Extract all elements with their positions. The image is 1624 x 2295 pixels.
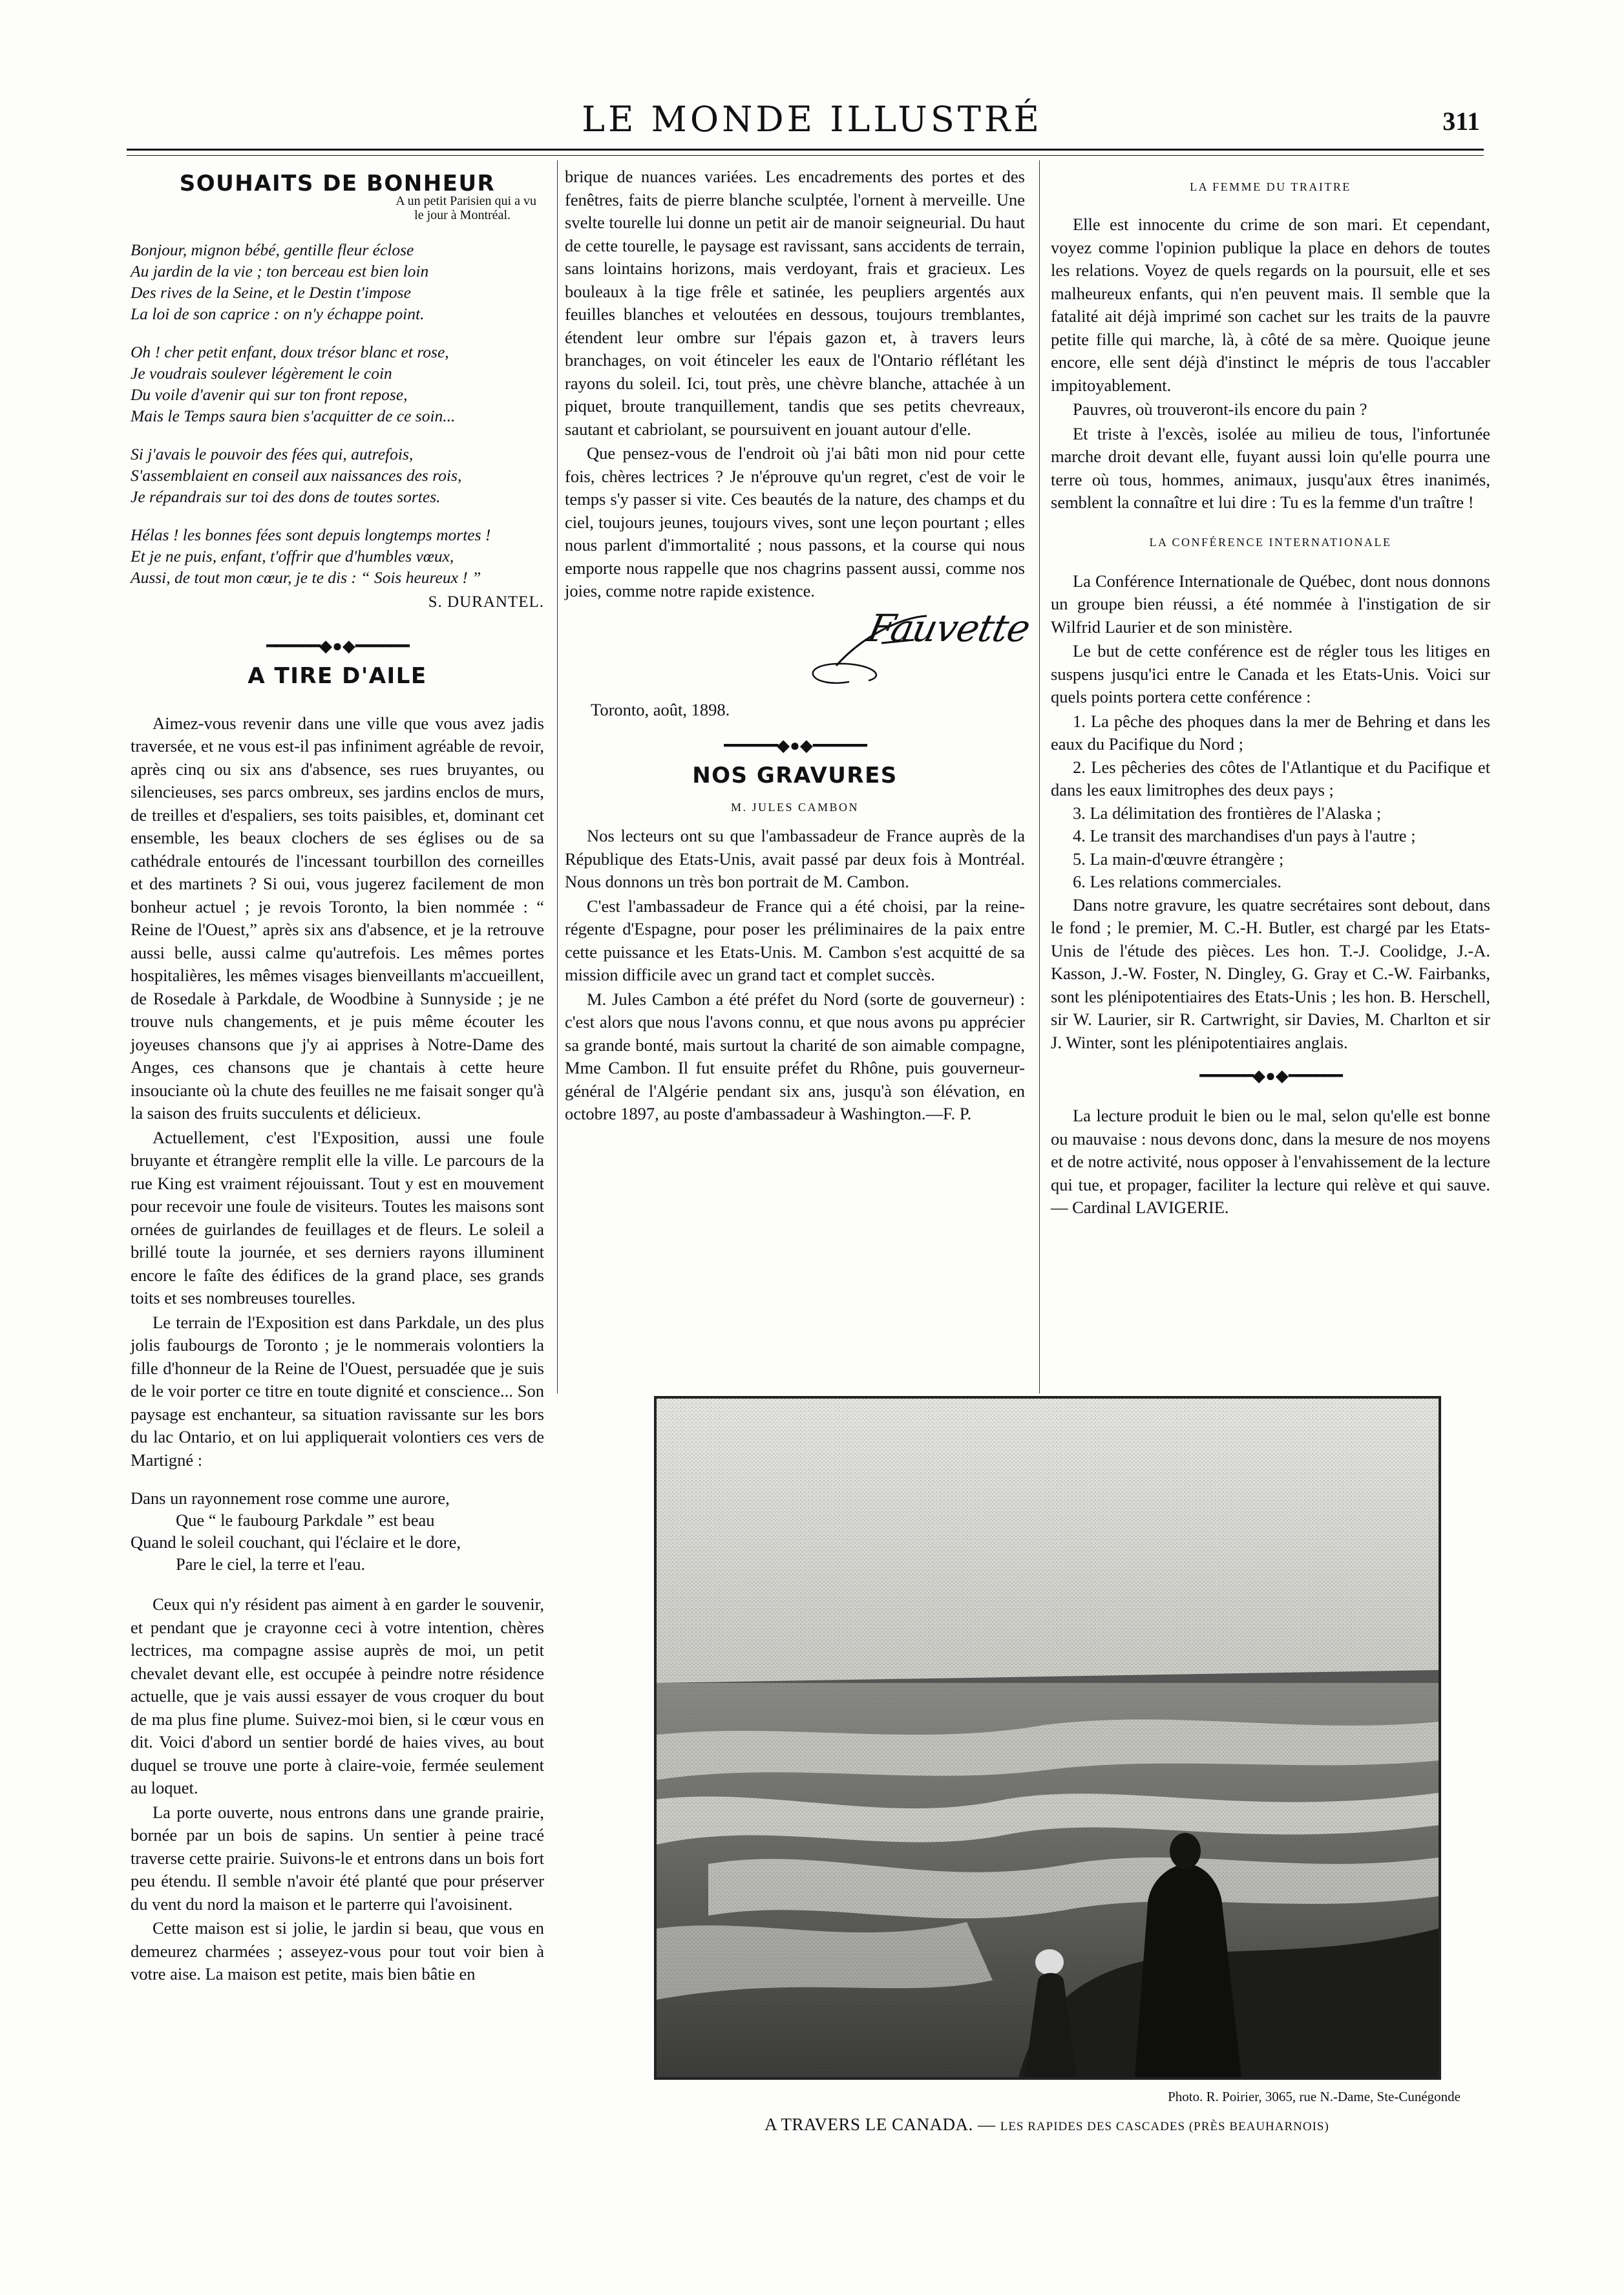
header-rule <box>127 149 1484 151</box>
masthead: LE MONDE ILLUSTRÉ <box>582 99 1042 140</box>
dedication-line: le jour à Montréal. <box>414 208 511 222</box>
list-item: 6. Les relations commerciales. <box>1073 872 1282 891</box>
subhead: LA FEMME DU TRAITRE <box>1190 180 1351 193</box>
poem-line: Du voile d'avenir qui sur ton front repose, <box>131 385 408 404</box>
paragraph: Elle est innocente du crime de son mari. Et cependant, voyez comme l'opinion publique la place en dehors de toutes les relations. Voyez de quels regards on la poursuit, elle et ses malheureux enfants, qui n'en peuvent mais. Il semble que la fatalité ait déjà imprimé son cachet sur les traits de la pauvre petite fille qui marche, là, à côté de sa mère. Quoique jeune encore, elle sent déjà d'instinct le mépris de tous l'accabler impitoyablement. <box>1051 215 1490 395</box>
poem-line: Je voudrais soulever légèrement le coin <box>131 364 392 383</box>
quoted-verse <box>131 1487 544 1575</box>
caption-sub: LES RAPIDES DES CASCADES (PRÈS BEAUHARNOIS) <box>1000 2120 1329 2133</box>
section-title: NOS GRAVURES <box>692 763 898 788</box>
column-3 <box>1051 177 1490 1221</box>
rapids-photograph <box>654 1396 1441 2080</box>
paragraph: La lecture produit le bien ou le mal, selon qu'elle est bonne ou mauvaise : nous devons donc, dans la mesure de nos moyens et de notre activité, nous opposer à l'envahissement de la lecture qui tue, et propager, faciliter la lecture qui relève et qui sauve.— Cardinal LAVIGERIE. <box>1051 1106 1490 1217</box>
photo-credit: Photo. R. Poirier, 3065, rue N.-Dame, Ste-Cunégonde <box>1168 2089 1461 2104</box>
dedication-line: A un petit Parisien qui a vu <box>395 194 536 208</box>
paragraph: Aimez-vous revenir dans une ville que vous avez jadis traversée, et ne vous est-il pas infiniment agréable de revoir, après cinq ou six ans d'absence, ses rues bruyantes, ou silencieuses, ses parcs ombreux, ses jardins enclos de murs, de treilles et d'espaliers, ses toits paisibles, et, dominant cet ensemble, les beaux clochers de ses églises ou de sa cathédrale entourés de l'incessant tourbillon des corneilles et des martinets ? Si oui, vous jugerez facilement de mon bonheur actuel ; je revois Toronto, la bien nommée : “ Reine de l'Ouest,” après six ans d'absence, et je la retrouve aussi belle, aussi calme qu'autrefois. Les mêmes portes hospitalières, les mêmes visages bienveillants m'accueillent, de Rosedale à Parkdale, de Woodbine à Sunnyside ; je ne trouve nuls changements, et je puis même écouter les joyeuses chansons que j'y ai apprises à Notre-Dame des Anges, ces chansons que je chantais à cette heure insouciante où la chute des feuilles ne me faisait songer qu'à la saison des fruits succulents et délicieux. <box>131 713 544 1123</box>
poem-signature: S. DURANTEL. <box>428 593 544 611</box>
poem-line: Hélas ! les bonnes fées sont depuis longtemps mortes ! <box>131 525 491 544</box>
poem-title: SOUHAITS DE BONHEUR <box>179 171 496 196</box>
paragraph: Pauvres, où trouveront-ils encore du pain ? <box>1073 399 1367 419</box>
poem-stanza-3 <box>131 443 544 507</box>
rapids-scene <box>657 1399 1439 2077</box>
verse-line: Pare le ciel, la terre et l'eau. <box>176 1554 366 1574</box>
paragraph: Nos lecteurs ont su que l'ambassadeur de France auprès de la République des Etats-Unis, avait passé par deux fois à Montréal. Nous donnons un très bon portrait de M. Cambon. <box>565 826 1025 891</box>
column-1 <box>131 169 544 1987</box>
ornament-divider: ━━━━━━◆●◆━━━━━━ <box>266 636 408 655</box>
caption-main: A TRAVERS LE CANADA. — <box>765 2115 996 2134</box>
subhead: LA CONFÉRENCE INTERNATIONALE <box>1149 535 1392 549</box>
poem-line: Bonjour, mignon bébé, gentille fleur éclose <box>131 240 414 259</box>
list-item: 4. Le transit des marchandises d'un pays à l'autre ; <box>1073 826 1416 845</box>
signature-script: Fauvette <box>863 606 1034 650</box>
poem-stanza-4 <box>131 524 544 588</box>
poem-line: Mais le Temps saura bien s'acquitter de ce soin... <box>131 407 456 425</box>
paragraph: Actuellement, c'est l'Exposition, aussi une foule bruyante et étrangère remplit elle la ville. Le parcours de la rue King est vraiment réjouissant. Tout y est en mouvement pour recevoir une foule de visiteurs. Toutes les maisons sont ornées de guirlandes de feuillages et de fleurs. Le soleil a brillé toute la journée, et ses derniers rayons illuminent encore le faîte des édifices de la grand place, ses grands toits et ses nombreuses tourelles. <box>131 1127 544 1307</box>
poem-line: Si j'avais le pouvoir des fées qui, autrefois, <box>131 445 414 463</box>
list-item: 1. La pêche des phoques dans la mer de Behring et dans les eaux du Pacifique du Nord ; <box>1051 711 1490 754</box>
column-2 <box>565 165 1034 1127</box>
poem-stanza-1 <box>131 239 544 324</box>
ornament-divider: ━━━━━━◆●◆━━━━━━ <box>724 736 866 755</box>
subhead: M. JULES CAMBON <box>730 801 859 814</box>
poem-stanza-2 <box>131 341 544 427</box>
paragraph: Et triste à l'excès, isolée au milieu de tous, l'infortunée marche droit devant elle, fuyant aussi loin qu'elle pourra une terre où tous, hommes, animaux, jusqu'aux êtres inanimés, semblent la connaître et lui dire : Tu es la femme d'un traître ! <box>1051 423 1490 512</box>
poem-dedication <box>131 194 544 222</box>
author-signature <box>565 604 1034 695</box>
paragraph: Dans notre gravure, les quatre secrétaires sont debout, dans le fond ; le premier, M. C.-H. Butler, est chargé par les Etats-Unis de l'étude des pièces. Les hon. T.-J. Coolidge, J.-A. Kasson, J.-W. Foster, N. Dingley, G. Gray et C.-W. Fairbanks, sont les plénipotentiaires des Etats-Unis ; les hon. B. Herschell, sir W. Laurier, sir R. Cartwright, sir Davies, M. Charlton et sir J. Winter, sont les plénipotentiaires anglais. <box>1051 894 1490 1052</box>
paragraph: La Conférence Internationale de Québec, dont nous donnons un groupe bien réussi, a été nommée à l'instigation de sir Wilfrid Laurier et de son ministère. <box>1051 571 1490 637</box>
paragraph: Le terrain de l'Exposition est dans Parkdale, un des plus jolis faubourgs de Toronto ; je le nommerais volontiers la fille d'honneur de la Reine de l'Ouest, persuadée que je suis de le voir porter ce titre en toute dignité et conscience... Son paysage est enchanteur, sa situation ravissante sur les bors du lac Ontario, et on lui appliquerait volontiers ces vers de Martigné : <box>131 1312 544 1470</box>
paragraph: La porte ouverte, nous entrons dans une grande prairie, bornée par un bois de sapins. Un sentier à peine tracé traverse cette prairie. Suivons-le et entrons dans un bois fort peu étendu. Il semble n'avoir été planté que pour préserver du vent du nord la maison et le parterre qui l'avoisinent. <box>131 1802 544 1914</box>
poem-line: Aussi, de tout mon cœur, je te dis : “ Sois heureux ! ” <box>131 568 481 587</box>
header-rule-thin <box>127 155 1484 156</box>
verse-line: Quand le soleil couchant, qui l'éclaire et le dore, <box>131 1532 461 1552</box>
poem-line: La loi de son caprice : on n'y échappe point. <box>131 304 425 323</box>
poem-line: Des rives de la Seine, et le Destin t'impose <box>131 283 411 302</box>
paragraph: C'est l'ambassadeur de France qui a été choisi, par la reine-régente d'Espagne, pour poser les préliminaires de la paix entre cette puissance et les Etats-Unis. M. Cambon s'est acquitté de sa mission difficile avec un grand tact et complet succès. <box>565 896 1025 984</box>
column-divider-right <box>1039 160 1040 1393</box>
list-item: 2. Les pêcheries des côtes de l'Atlantique et du Pacifique et dans les eaux limitrophes des deux pays ; <box>1051 757 1490 799</box>
verse-line: Dans un rayonnement rose comme une aurore, <box>131 1488 450 1508</box>
poem-line: Et je ne puis, enfant, t'offrir que d'humbles vœux, <box>131 547 454 566</box>
list-item: 3. La délimitation des frontières de l'Alaska ; <box>1073 803 1382 823</box>
dateline: Toronto, août, 1898. <box>591 699 730 719</box>
page-number: 311 <box>1442 107 1480 136</box>
paragraph: M. Jules Cambon a été préfet du Nord (sorte de gouverneur) : c'est alors que nous l'avons connu, et que nous avons pu apprécier sa grande bonté, mais surtout la charité de son aimable compagne, Mme Cambon. Il fut ensuite préfet du Rhône, puis gouverneur-général de l'Algérie pendant six ans, jusqu'à son élévation, en octobre 1897, au poste d'ambassadeur à Washington.—F. P. <box>565 989 1025 1123</box>
poem-line: Au jardin de la vie ; ton berceau est bien loin <box>131 262 429 280</box>
verse-line: Que “ le faubourg Parkdale ” est beau <box>176 1510 435 1530</box>
photo-caption <box>646 2115 1448 2135</box>
article-title: A TIRE D'AILE <box>248 662 427 689</box>
paragraph: Cette maison est si jolie, le jardin si beau, que vous en demeurez charmées ; asseyez-vous pour tout voir bien à votre aise. La maison est petite, mais bien bâtie en <box>131 1918 544 1983</box>
list-item: 5. La main-d'œuvre étrangère ; <box>1073 849 1284 869</box>
paragraph: Ceux qui n'y résident pas aiment à en garder le souvenir, et pendant que je crayonne ceci à votre intention, chères lectrices, ma compagne assise auprès de moi, un petit chevalet devant elle, est occupée à peindre notre résidence actuelle, que je vais aussi essayer de vous croquer du bout de ma plus fine plume. Suivez-moi bien, si le cœur vous en dit. Voici d'abord un sentier bordé de haies vives, au bout duquel se trouve une porte à claire-voie, fermée seulement au loquet. <box>131 1594 544 1797</box>
ornament-divider: ━━━━━━◆●◆━━━━━━ <box>1199 1066 1342 1085</box>
paragraph: Que pensez-vous de l'endroit où j'ai bâti mon nid pour cette fois, chères lectrices ? Je n'éprouve qu'un regret, c'est de voir le temps s'y passer si vite. Ces beautés de la nature, des champs et du ciel, toujours jeunes, toujours vives, sont une leçon pourtant ; elles nous parlent d'immortalité ; nous passons, et la course qui nous emporte nous rappelle que nos chagrins passent aussi, comme nos joies, comme notre rapide existence. <box>565 443 1025 600</box>
poem-line: Je répandrais sur toi des dons de toutes sortes. <box>131 487 441 506</box>
column-divider-left <box>557 160 558 1393</box>
paragraph: brique de nuances variées. Les encadrements des portes et des fenêtres, faits de pierre blanche sculptée, l'ornent à merveille. Une svelte tourelle lui donne un petit air de manoir seigneurial. Du haut de cette tourelle, le paysage est ravissant, sans accidents de terrain, sans lointains horizons, mais verdoyant, frais et gracieux. Les bouleaux à la tige frêle et satinée, les peupliers argentés aux feuilles blanches et veloutées en dessous, toujours tremblantes, étendent leur ombre sur l'épais gazon et, à travers leurs branchages, on voit étinceler les eaux de l'Ontario réflétant les rayons du soleil. Ici, tout près, une chèvre blanche, attachée à un piquet, broute tranquillement, tandis que ses petits chevreaux, sautant et cabriolant, se poursuivent en jouant autour d'elle. <box>565 167 1025 439</box>
conference-points <box>1051 710 1490 894</box>
poem-line: Oh ! cher petit enfant, doux trésor blanc et rose, <box>131 343 449 361</box>
paragraph: Le but de cette conférence est de régler tous les litiges en suspens jusqu'ici entre le Canada et les Etats-Unis. Voici sur quels points portera cette conférence : <box>1051 641 1490 706</box>
poem-line: S'assemblaient en conseil aux naissances des rois, <box>131 466 462 485</box>
